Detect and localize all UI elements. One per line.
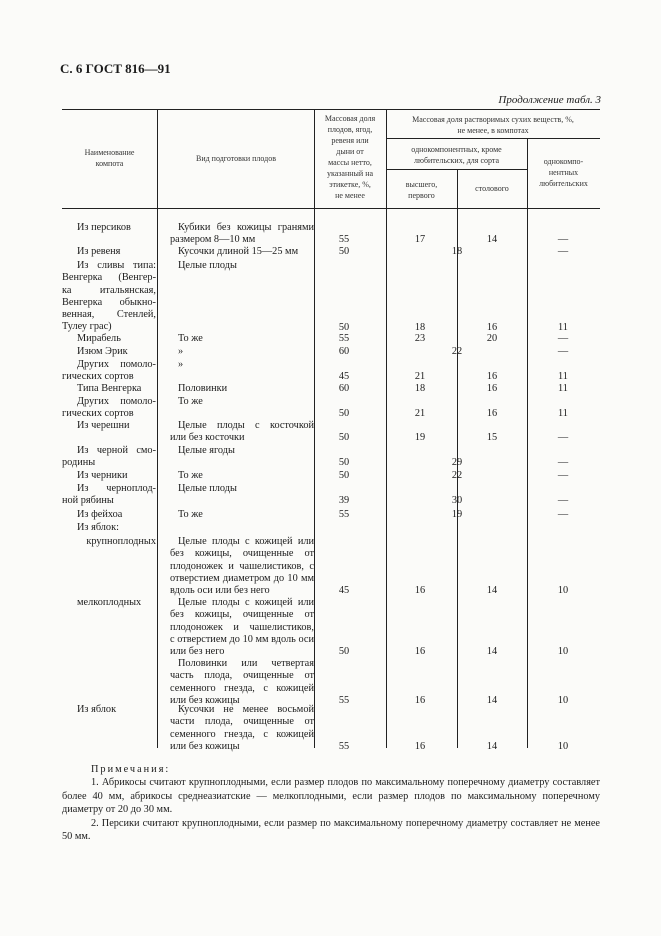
dry-high-value: 18	[414, 383, 426, 394]
header-col-onecomp-line: любительских, для сорта	[413, 156, 500, 165]
preparation-type	[170, 536, 314, 597]
preparation-type	[170, 470, 314, 482]
mass-share-value: 50	[338, 457, 350, 469]
fruit-name	[62, 396, 156, 421]
dry-amateur-value: —	[557, 346, 569, 357]
fruit-name	[62, 222, 156, 234]
preparation-line: Целые плоды с косточкой	[178, 420, 314, 431]
dry-amateur-value: 11	[558, 371, 568, 383]
preparation-line: »	[178, 359, 184, 370]
header-col-high	[386, 179, 457, 201]
note-item-2: 2. Персики считают крупноплодными, если размер по максимальному поперечному диаметру составляет не менее 50 мм.	[62, 817, 600, 843]
mass-share-value: 55	[338, 694, 350, 706]
header-col-table: столового	[475, 184, 509, 193]
fruit-name	[62, 246, 156, 258]
fruit-name-line: мелкоплодных	[77, 597, 142, 608]
header-col-prep: Вид подготовки плодов	[195, 154, 276, 163]
mass-share-value: 55	[338, 740, 350, 752]
col-divider-5	[527, 139, 528, 748]
dry-table-value: 20	[486, 333, 498, 344]
dry-high-value: 18	[414, 321, 426, 333]
mass-share-value: 50	[338, 470, 350, 481]
table-header-bottom-rule	[62, 208, 600, 209]
header-col-dry-line: не менее, в компотах	[457, 126, 529, 135]
header-col-mass-line: дыни от	[336, 147, 364, 156]
fruit-name-line: Из черники	[77, 470, 128, 481]
dry-amateur-value: —	[557, 333, 569, 344]
header-col-amateur-line: нентных	[548, 168, 579, 177]
fruit-name-line: гических сортов	[62, 371, 134, 383]
header-col-name-line: компота	[95, 159, 124, 168]
table-continuation-label: Продолжение табл. 3	[498, 94, 601, 106]
notes	[62, 763, 600, 843]
fruit-name	[62, 483, 156, 508]
col-divider-1	[157, 110, 158, 748]
preparation-line: То же	[178, 396, 203, 407]
dry-high-value: 16	[414, 694, 426, 706]
preparation-line: То же	[178, 333, 203, 344]
dry-table-value: 14	[486, 740, 498, 752]
header-col-mass-line: ревеня или	[331, 136, 369, 145]
dry-high-value: 17	[414, 234, 426, 246]
preparation-type	[170, 658, 314, 707]
preparation-type	[170, 445, 314, 457]
dry-header-rule	[386, 138, 600, 139]
preparation-line: без кожицы, очищенные от	[170, 609, 314, 621]
dry-amateur-value: —	[557, 246, 569, 257]
fruit-name-line: Типа Венгерка	[77, 383, 142, 394]
preparation-line: или без него	[170, 646, 225, 658]
preparation-type	[170, 222, 314, 247]
fruit-name-line: крупноплодных	[86, 536, 156, 547]
preparation-type	[170, 396, 314, 408]
table-top-rule	[62, 109, 600, 110]
dry-merged-value: 30	[451, 495, 463, 507]
preparation-line: отверстием диаметром до 10 мм	[170, 572, 314, 584]
preparation-line: То же	[178, 470, 203, 481]
preparation-line: плодоножек и чашелистиков,	[170, 621, 314, 633]
dry-amateur-value: —	[557, 509, 569, 520]
preparation-line: То же	[178, 509, 203, 520]
preparation-type	[170, 260, 314, 272]
dry-high-value: 19	[414, 432, 426, 444]
preparation-type	[170, 704, 314, 753]
dry-table-value: 15	[486, 432, 498, 444]
preparation-type	[170, 383, 314, 395]
dry-high-value: 16	[414, 740, 426, 752]
mass-share-value: 45	[338, 585, 350, 597]
dry-table-value: 16	[486, 408, 498, 420]
preparation-line: без кожицы, очищенные от	[170, 548, 314, 560]
header-col-mass-line: указанный на	[326, 169, 374, 178]
fruit-name-line: Мирабель	[77, 333, 121, 344]
fruit-name	[62, 470, 156, 482]
header-col-onecomp-line: однокомпонентных, кроме	[411, 145, 502, 154]
header-col-mass-line: плодов, ягод,	[327, 125, 373, 134]
preparation-type	[170, 509, 314, 521]
fruit-name-line: родины	[62, 457, 96, 469]
preparation-line: Кусочки не менее восьмой	[178, 704, 314, 715]
fruit-name-line: Из персиков	[77, 222, 131, 233]
fruit-name-line: венная, Стенлей,	[62, 309, 156, 321]
dry-amateur-value: —	[557, 470, 569, 481]
preparation-line: часть плода, очищенные от	[170, 670, 314, 682]
fruit-name-line: Из ревеня	[77, 246, 121, 257]
fruit-name-line: Из яблок:	[77, 522, 119, 533]
fruit-name-line: Других помоло-	[77, 396, 156, 407]
note-item-1: 1. Абрикосы считают крупноплодными, если размер плодов по максимальному поперечному диаметру составляет более 40 мм, абрикосы среднеазиатские — мелкоплодными, если размер плодов по максимальному поперечному диаметру от 20 до 30 мм.	[62, 777, 600, 816]
header-col-name-line: Наименование	[84, 148, 135, 157]
col-divider-2	[314, 110, 315, 748]
header-col-mass-line: этикетке, %,	[329, 180, 371, 189]
header-col-mass-line: Массовая доля	[324, 114, 376, 123]
mass-share-value: 55	[338, 333, 350, 344]
dry-amateur-value: 10	[557, 740, 569, 752]
dry-amateur-value: 10	[557, 646, 569, 658]
fruit-name	[62, 333, 156, 345]
fruit-name	[62, 509, 156, 521]
fruit-name-line: Из яблок	[77, 704, 117, 715]
dry-amateur-value: —	[557, 495, 569, 507]
fruit-name	[62, 597, 156, 609]
notes-title: Примечания:	[91, 764, 171, 775]
preparation-line: размером 8—10 мм	[170, 234, 256, 246]
preparation-line: или без косточки	[170, 432, 245, 444]
mass-share-value: 60	[338, 383, 350, 394]
dry-high-value: 16	[414, 585, 426, 597]
fruit-name-line: Венгерка обыкно-	[62, 296, 156, 308]
dry-table-value: 14	[486, 694, 498, 706]
mass-share-value: 45	[338, 371, 350, 383]
dry-table-value: 14	[486, 585, 498, 597]
header-col-high-line: первого	[408, 191, 435, 200]
preparation-line: Целые ягоды	[178, 445, 235, 456]
dry-high-value: 21	[414, 408, 426, 420]
dry-table-value: 16	[486, 321, 498, 333]
preparation-type	[170, 483, 314, 495]
dry-table-value: 16	[486, 383, 498, 394]
fruit-name-line: Из черной смо-	[77, 445, 156, 456]
preparation-type	[170, 246, 314, 258]
preparation-line: семенного гнезда, с кожицей	[170, 728, 314, 740]
mass-share-value: 50	[338, 646, 350, 658]
header-col-mass	[314, 113, 386, 201]
preparation-type	[170, 420, 314, 445]
dry-amateur-value: 10	[557, 694, 569, 706]
col-divider-3	[386, 110, 387, 748]
preparation-line: Кубики без кожицы гранями	[178, 222, 314, 233]
dry-amateur-value: 11	[558, 383, 568, 394]
fruit-name-line: ной рябины	[62, 495, 114, 507]
header-col-dry	[386, 114, 600, 136]
fruit-name	[62, 445, 156, 470]
dry-high-value: 23	[414, 333, 426, 344]
preparation-line: части плода, очищенные от	[170, 716, 314, 728]
preparation-line: семенного гнезда, с кожицей	[170, 682, 314, 694]
fruit-name-line: Из черноплод-	[77, 483, 156, 494]
header-col-amateur-line: любительских	[539, 179, 588, 188]
mass-share-value: 50	[338, 408, 350, 420]
preparation-line: Половинки или четвертая	[178, 658, 314, 669]
dry-merged-value: 22	[451, 470, 463, 481]
dry-merged-value: 22	[451, 346, 463, 357]
header-col-mass-line: не менее	[335, 191, 365, 200]
dry-high-value: 21	[414, 371, 426, 383]
fruit-name-line: Других помоло-	[77, 359, 156, 370]
header-col-name	[62, 147, 157, 169]
dry-table-value: 16	[486, 371, 498, 383]
preparation-line: Целые плоды	[178, 260, 237, 271]
fruit-name	[62, 536, 156, 548]
dry-amateur-value: 11	[558, 408, 568, 420]
fruit-name-line: Тулеу грас)	[62, 321, 112, 333]
mass-share-value: 60	[338, 346, 350, 357]
preparation-line: »	[178, 346, 184, 357]
dry-amateur-value: 10	[557, 585, 569, 597]
preparation-type	[170, 597, 314, 658]
preparation-line: Кусочки длиной 15—25 мм	[178, 246, 299, 257]
page-header: С. 6 ГОСТ 816—91	[60, 61, 171, 76]
preparation-line: с отверстием до 10 мм вдоль оси	[170, 633, 314, 645]
preparation-line: Целые плоды с кожицей или	[178, 536, 314, 547]
mass-share-value: 50	[338, 246, 350, 257]
fruit-name	[62, 704, 156, 716]
mass-share-value: 39	[338, 495, 350, 507]
fruit-name-line: Венгерка (Венгер-	[62, 272, 156, 284]
dry-amateur-value: —	[557, 457, 569, 469]
mass-share-value: 50	[338, 432, 350, 444]
header-col-mass-line: массы нетто,	[328, 158, 372, 167]
mass-share-value: 55	[338, 234, 350, 246]
header-col-high-line: высшего,	[405, 180, 438, 189]
preparation-type	[170, 333, 314, 345]
preparation-type	[170, 346, 314, 358]
fruit-name-line: Изюм Эрик	[77, 346, 128, 357]
header-col-onecomp	[386, 144, 527, 166]
fruit-name-line: ка итальянская,	[62, 284, 156, 296]
fruit-name	[62, 383, 156, 395]
header-col-amateur	[527, 156, 600, 189]
preparation-line: Целые плоды с кожицей или	[178, 597, 314, 608]
dry-amateur-value: —	[557, 432, 569, 444]
header-col-amateur-line: однокомпо-	[543, 157, 584, 166]
preparation-line: или без кожицы	[170, 694, 240, 706]
preparation-line: Половинки	[178, 383, 228, 394]
dry-merged-value: 19	[451, 509, 463, 520]
mass-share-value: 50	[338, 321, 350, 333]
dry-merged-value: 29	[451, 457, 463, 469]
fruit-name-line: гических сортов	[62, 408, 134, 420]
fruit-name-line: Из черешни	[77, 420, 130, 431]
dry-table-value: 14	[486, 646, 498, 658]
fruit-name	[62, 359, 156, 384]
fruit-name-line: Из фейхоа	[77, 509, 123, 520]
preparation-line: Целые плоды	[178, 483, 237, 494]
preparation-line: или без кожицы	[170, 740, 240, 752]
dry-high-value: 16	[414, 646, 426, 658]
fruit-name-line: Из сливы типа:	[77, 260, 156, 271]
dry-merged-value: 18	[451, 246, 463, 257]
dry-amateur-value: 11	[558, 321, 568, 333]
fruit-name	[62, 346, 156, 358]
dry-amateur-value: —	[557, 234, 569, 246]
fruit-name	[62, 522, 156, 534]
mass-share-value: 55	[338, 509, 350, 520]
fruit-name	[62, 420, 156, 432]
dry-table-value: 14	[486, 234, 498, 246]
preparation-line: плодоножек и чашелистиков, с	[170, 560, 314, 572]
preparation-line: вдоль оси или без него	[170, 585, 270, 597]
fruit-name	[62, 260, 156, 334]
preparation-type	[170, 359, 314, 371]
header-col-dry-line: Массовая доля растворимых сухих веществ, %,	[412, 115, 574, 124]
